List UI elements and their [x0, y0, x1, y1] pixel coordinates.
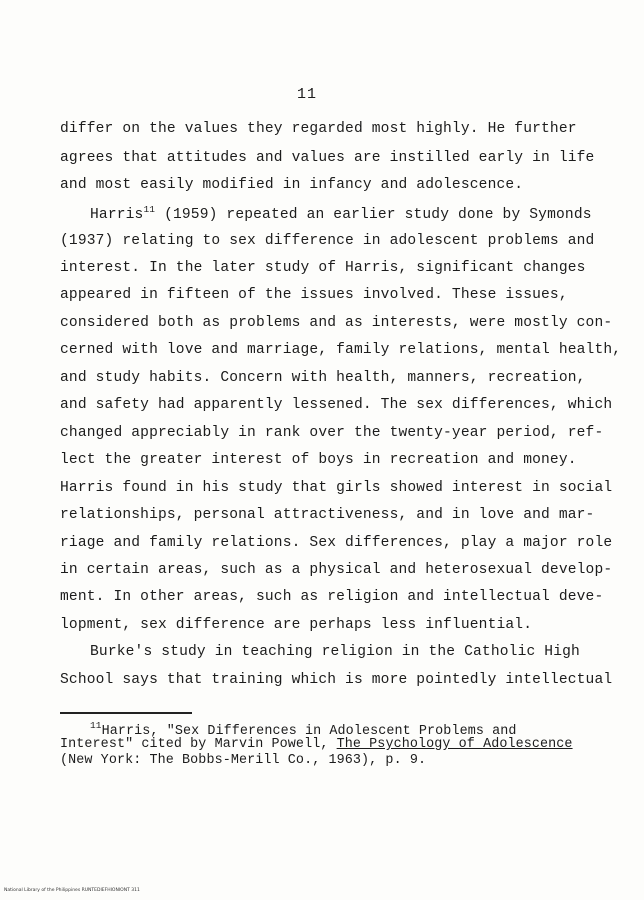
- body-line-9: cerned with love and marriage, family relations, mental health,: [60, 342, 622, 358]
- body-line-1: differ on the values they regarded most highly. He further: [60, 121, 577, 137]
- footnote-divider: [60, 712, 192, 714]
- harris-text: Harris: [90, 207, 144, 223]
- footnote-text-1: Harris, "Sex Differences in Adolescent Problems and: [101, 724, 517, 739]
- footnote-line-2: [60, 737, 573, 752]
- body-line-6: interest. In the later study of Harris, significant changes: [60, 260, 586, 276]
- footnote-line-3: (New York: The Bobbs-Merill Co., 1963), p. 9.: [60, 753, 427, 768]
- footnote-text-2: Interest" cited by Marvin Powell,: [60, 737, 337, 752]
- body-line-7: appeared in fifteen of the issues involved. These issues,: [60, 287, 568, 303]
- body-line-18: ment. In other areas, such as religion and intellectual deve-: [60, 589, 604, 605]
- body-line-11: and safety had apparently lessened. The sex differences, which: [60, 397, 613, 413]
- footnote-book-title: The Psychology of Adolescence: [336, 737, 573, 752]
- body-line-13: lect the greater interest of boys in recreation and money.: [60, 452, 577, 468]
- body-line-15: relationships, personal attractiveness, and in love and mar-: [60, 507, 595, 523]
- body-line-8: considered both as problems and as interests, were mostly con-: [60, 315, 613, 331]
- body-line-12: changed appreciably in rank over the twenty-year period, ref-: [60, 425, 604, 441]
- body-line-16: riage and family relations. Sex differences, play a major role: [60, 535, 613, 551]
- library-stamp: National Library of the Philippines RUNTEDIEFHIONIONT 311: [4, 888, 140, 893]
- body-line-20: Burke's study in teaching religion in the Catholic High: [90, 644, 580, 660]
- body-line-harris: [90, 204, 592, 223]
- body-line-2: agrees that attitudes and values are instilled early in life: [60, 150, 595, 166]
- harris-rest: (1959) repeated an earlier study done by Symonds: [155, 207, 592, 223]
- body-line-19: lopment, sex difference are perhaps less influential.: [60, 617, 533, 633]
- body-line-10: and study habits. Concern with health, manners, recreation,: [60, 370, 586, 386]
- body-line-17: in certain areas, such as a physical and heterosexual develop-: [60, 562, 613, 578]
- footnote-ref-11: 11: [143, 204, 156, 215]
- body-line-3: and most easily modified in infancy and adolescence.: [60, 177, 524, 193]
- body-line-5: (1937) relating to sex difference in adolescent problems and: [60, 233, 595, 249]
- footnote-marker: 11: [90, 720, 102, 731]
- body-line-21: School says that training which is more pointedly intellectual: [60, 672, 613, 688]
- page-number: 11: [297, 86, 318, 103]
- body-line-14: Harris found in his study that girls showed interest in social: [60, 480, 613, 496]
